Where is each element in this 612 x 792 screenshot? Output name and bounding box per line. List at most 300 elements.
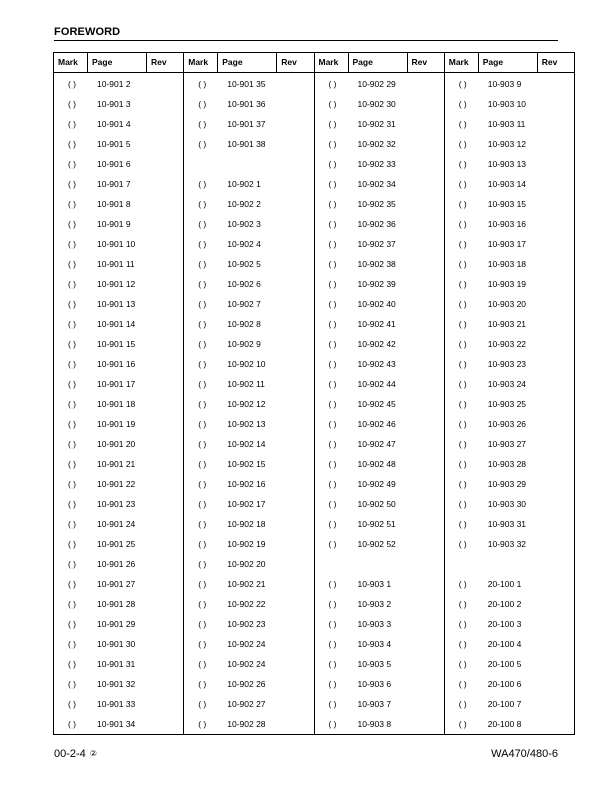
table-row	[445, 514, 574, 534]
table-row	[184, 274, 313, 294]
table-row	[54, 274, 183, 294]
page-cell: 10-902 4	[227, 239, 261, 249]
mark-cell: ( )	[328, 639, 337, 649]
mark-cell: ( )	[67, 359, 77, 369]
mark-cell: ( )	[328, 199, 337, 209]
mark-cell: ( )	[67, 419, 77, 429]
table-row	[54, 414, 183, 434]
page-cell: 10-902 19	[227, 539, 266, 549]
table-row	[54, 654, 183, 674]
mark-cell: ( )	[458, 519, 467, 529]
rev-header: Rev	[541, 57, 558, 67]
page-cell: 10-902 3	[227, 219, 261, 229]
mark-cell: ( )	[198, 439, 207, 449]
mark-cell: ( )	[67, 579, 77, 589]
mark-cell: ( )	[67, 279, 77, 289]
table-row	[184, 374, 313, 394]
page-cell: 10-902 6	[227, 279, 261, 289]
mark-cell: ( )	[458, 79, 467, 89]
table-row	[315, 394, 444, 414]
page-cell: 10-902 23	[227, 619, 266, 629]
page-cell: 20-100 3	[487, 619, 522, 629]
mark-cell: ( )	[198, 359, 207, 369]
table-row	[315, 134, 444, 154]
mark-cell: ( )	[198, 119, 207, 129]
mark-cell: ( )	[458, 419, 467, 429]
mark-cell: ( )	[328, 699, 337, 709]
table-row	[54, 454, 183, 474]
page-cell: 10-901 27	[97, 579, 136, 589]
mark-cell: ( )	[328, 359, 337, 369]
table-row	[184, 294, 313, 314]
table-column-4	[445, 53, 574, 734]
page-cell: 10-901 23	[97, 499, 136, 509]
page-cell: 10-902 44	[357, 379, 396, 389]
mark-cell: ( )	[458, 179, 467, 189]
footer-model: WA470/480-6	[491, 748, 558, 760]
revision-mark: ②	[89, 749, 97, 758]
mark-cell: ( )	[198, 219, 207, 229]
table-row	[445, 574, 574, 594]
table-row	[54, 114, 183, 134]
table-row	[184, 514, 313, 534]
page-cell: 10-902 1	[227, 179, 261, 189]
mark-cell: ( )	[198, 199, 207, 209]
mark-cell: ( )	[458, 579, 467, 589]
table-row	[445, 394, 574, 414]
table-row	[184, 414, 313, 434]
table-row	[184, 74, 313, 94]
page-cell: 10-902 20	[227, 559, 266, 569]
mark-cell: ( )	[458, 159, 467, 169]
page-title: FOREWORD	[54, 26, 121, 38]
page-cell: 10-901 18	[97, 399, 136, 409]
table-row	[54, 634, 183, 654]
page-cell: 10-902 45	[357, 399, 396, 409]
mark-header: Mark	[184, 53, 218, 72]
page-cell: 10-903 13	[487, 159, 527, 169]
page-cell: 10-901 19	[97, 419, 136, 429]
rev-header: Rev	[151, 57, 167, 67]
table-row	[184, 474, 313, 494]
page-cell: 10-903 26	[487, 419, 527, 429]
mark-cell: ( )	[67, 159, 77, 169]
table-row	[54, 194, 183, 214]
page-cell: 10-902 12	[227, 399, 266, 409]
table-row	[54, 74, 183, 94]
table-row	[54, 474, 183, 494]
table-row	[315, 234, 444, 254]
page-number: 00-2-4	[54, 748, 86, 760]
mark-cell: ( )	[67, 99, 77, 109]
mark-cell: ( )	[328, 499, 337, 509]
table-row	[445, 74, 574, 94]
mark-cell: ( )	[458, 119, 467, 129]
page-cell: 20-100 5	[487, 659, 522, 669]
mark-cell: ( )	[67, 699, 77, 709]
mark-cell: ( )	[458, 219, 467, 229]
table-row	[54, 214, 183, 234]
table-row	[184, 454, 313, 474]
mark-cell: ( )	[67, 399, 77, 409]
mark-cell: ( )	[458, 639, 467, 649]
page-cell: 10-902 42	[357, 339, 396, 349]
mark-cell: ( )	[198, 579, 207, 589]
page-cell: 10-903 32	[487, 539, 527, 549]
table-row	[315, 434, 444, 454]
mark-cell: ( )	[198, 239, 207, 249]
table-row	[315, 634, 444, 654]
page-cell: 10-903 9	[487, 79, 522, 89]
table-row	[445, 434, 574, 454]
mark-cell: ( )	[458, 199, 467, 209]
mark-cell: ( )	[198, 459, 207, 469]
table-row	[315, 694, 444, 714]
table-row	[184, 534, 313, 554]
table-row	[445, 494, 574, 514]
page-cell: 10-903 22	[487, 339, 527, 349]
table-row	[445, 274, 574, 294]
page-cell: 10-902 22	[227, 599, 266, 609]
page-cell: 10-902 50	[357, 499, 396, 509]
mark-cell: ( )	[67, 539, 77, 549]
rev-header: Rev	[281, 57, 297, 67]
table-row	[184, 194, 313, 214]
mark-cell: ( )	[328, 139, 337, 149]
table-row	[445, 414, 574, 434]
mark-cell: ( )	[328, 119, 337, 129]
table-row	[54, 314, 183, 334]
mark-cell: ( )	[328, 259, 337, 269]
page-cell: 10-903 25	[487, 399, 527, 409]
page-cell: 20-100 4	[487, 639, 522, 649]
page-cell: 10-902 15	[227, 459, 266, 469]
page-cell: 10-903 16	[487, 219, 527, 229]
mark-cell: ( )	[458, 439, 467, 449]
table-row	[184, 394, 313, 414]
table-row	[445, 154, 574, 174]
page-cell: 10-902 41	[357, 319, 396, 329]
page-cell: 10-903 2	[357, 599, 392, 609]
mark-cell: ( )	[67, 719, 77, 729]
mark-cell: ( )	[458, 239, 467, 249]
page-cell: 10-901 11	[97, 259, 135, 269]
table-row	[184, 314, 313, 334]
mark-cell: ( )	[458, 539, 467, 549]
table-row	[184, 134, 313, 154]
mark-cell: ( )	[198, 319, 207, 329]
table-row	[445, 694, 574, 714]
page-cell: 10-901 22	[97, 479, 136, 489]
page-cell: 10-903 17	[487, 239, 527, 249]
mark-cell: ( )	[198, 699, 207, 709]
mark-cell: ( )	[328, 579, 337, 589]
mark-cell: ( )	[198, 139, 207, 149]
table-row	[315, 174, 444, 194]
page-cell: 10-903 4	[357, 639, 392, 649]
page-cell: 20-100 8	[487, 719, 522, 729]
page-cell: 10-902 34	[357, 179, 396, 189]
page-cell: 10-901 9	[97, 219, 131, 229]
mark-cell: ( )	[67, 179, 77, 189]
mark-cell: ( )	[198, 299, 207, 309]
table-row	[315, 354, 444, 374]
mark-cell: ( )	[328, 459, 337, 469]
table-row	[315, 514, 444, 534]
footer-page-number	[54, 748, 97, 760]
table-row	[315, 314, 444, 334]
page-cell: 10-903 18	[487, 259, 527, 269]
page-cell: 10-903 11	[487, 119, 526, 129]
header-divider	[54, 40, 558, 41]
table-row	[445, 174, 574, 194]
mark-cell: ( )	[328, 439, 337, 449]
mark-cell: ( )	[328, 599, 337, 609]
table-row	[315, 374, 444, 394]
page-cell: 10-901 14	[97, 319, 136, 329]
page-cell: 10-903 8	[357, 719, 392, 729]
page-cell: 10-902 17	[227, 499, 266, 509]
table-row	[445, 634, 574, 654]
mark-cell: ( )	[458, 599, 467, 609]
table-row	[184, 494, 313, 514]
table-row	[184, 214, 313, 234]
mark-cell: ( )	[198, 279, 207, 289]
page-cell: 10-903 12	[487, 139, 527, 149]
page-cell: 10-902 28	[227, 719, 266, 729]
mark-cell: ( )	[67, 119, 77, 129]
mark-cell: ( )	[328, 679, 337, 689]
table-row	[184, 694, 313, 714]
page-cell: 10-901 31	[97, 659, 136, 669]
page-cell: 10-902 40	[357, 299, 396, 309]
mark-cell: ( )	[328, 419, 337, 429]
page-cell: 10-901 2	[97, 79, 131, 89]
table-row	[184, 174, 313, 194]
mark-cell: ( )	[328, 79, 337, 89]
page-cell: 10-901 7	[97, 179, 131, 189]
table-row	[54, 694, 183, 714]
page-cell: 10-902 39	[357, 279, 396, 289]
page-cell: 10-902 27	[227, 699, 266, 709]
mark-cell: ( )	[67, 679, 77, 689]
table-column-1	[54, 53, 184, 734]
table-row	[184, 574, 313, 594]
table-row	[445, 254, 574, 274]
page-cell: 10-902 30	[357, 99, 396, 109]
page-cell: 10-903 31	[487, 519, 527, 529]
page-cell: 10-902 51	[357, 519, 396, 529]
page-cell: 10-902 7	[227, 299, 261, 309]
table-row	[184, 234, 313, 254]
page-cell: 10-902 47	[357, 439, 396, 449]
page-cell: 10-901 37	[227, 119, 266, 129]
column-header	[315, 53, 444, 73]
table-row	[315, 494, 444, 514]
table-row	[445, 714, 574, 734]
page-cell: 10-903 20	[487, 299, 527, 309]
mark-cell: ( )	[458, 299, 467, 309]
table-row	[54, 514, 183, 534]
page-cell: 10-901 8	[97, 199, 131, 209]
table-row	[315, 614, 444, 634]
page-cell: 10-902 35	[357, 199, 396, 209]
mark-cell: ( )	[198, 259, 207, 269]
mark-cell: ( )	[198, 499, 207, 509]
mark-cell: ( )	[458, 139, 467, 149]
mark-cell: ( )	[458, 719, 467, 729]
page-cell: 10-902 24	[227, 639, 266, 649]
table-row	[54, 614, 183, 634]
mark-cell: ( )	[328, 399, 337, 409]
mark-cell: ( )	[458, 399, 467, 409]
page-cell: 10-903 24	[487, 379, 527, 389]
table-row	[54, 94, 183, 114]
mark-cell: ( )	[198, 679, 207, 689]
page-cell: 10-902 9	[227, 339, 261, 349]
table-row	[445, 334, 574, 354]
page-cell: 10-903 5	[357, 659, 392, 669]
table-row	[315, 594, 444, 614]
mark-cell: ( )	[67, 439, 77, 449]
table-row	[445, 594, 574, 614]
page-cell: 10-902 49	[357, 479, 396, 489]
table-row	[184, 554, 313, 574]
page-cell: 10-903 6	[357, 679, 392, 689]
mark-cell: ( )	[67, 479, 77, 489]
page-cell: 10-901 35	[227, 79, 266, 89]
page-cell: 10-901 15	[97, 339, 136, 349]
mark-cell: ( )	[67, 319, 77, 329]
mark-cell: ( )	[198, 99, 207, 109]
column-header	[54, 53, 183, 73]
table-row	[184, 254, 313, 274]
page-cell: 10-903 23	[487, 359, 527, 369]
table-row	[315, 554, 444, 574]
table-row	[184, 354, 313, 374]
mark-cell: ( )	[67, 259, 77, 269]
mark-cell: ( )	[67, 219, 77, 229]
table-row	[315, 334, 444, 354]
table-row	[184, 94, 313, 114]
page-cell: 10-902 13	[227, 419, 266, 429]
mark-cell: ( )	[198, 639, 207, 649]
page-cell: 10-902 24	[227, 659, 266, 669]
page-cell: 10-903 19	[487, 279, 527, 289]
mark-cell: ( )	[328, 379, 337, 389]
mark-cell: ( )	[198, 419, 207, 429]
page-cell: 10-902 21	[227, 579, 266, 589]
page-cell: 10-902 26	[227, 679, 266, 689]
mark-cell: ( )	[458, 279, 467, 289]
mark-cell: ( )	[458, 479, 467, 489]
mark-cell: ( )	[198, 519, 207, 529]
table-row	[54, 154, 183, 174]
page-cell: 10-901 3	[97, 99, 131, 109]
page-cell: 10-902 48	[357, 459, 396, 469]
table-row	[54, 714, 183, 734]
page-cell: 10-901 33	[97, 699, 136, 709]
page-cell: 10-903 28	[487, 459, 527, 469]
page-cell: 20-100 2	[487, 599, 522, 609]
page-cell: 10-901 25	[97, 539, 136, 549]
mark-cell: ( )	[328, 239, 337, 249]
table-row	[54, 134, 183, 154]
table-row	[315, 414, 444, 434]
mark-cell: ( )	[328, 719, 337, 729]
page-cell: 10-903 15	[487, 199, 527, 209]
table-row	[315, 294, 444, 314]
column-header	[184, 53, 313, 73]
table-row	[445, 194, 574, 214]
mark-cell: ( )	[328, 159, 337, 169]
page-cell: 10-902 38	[357, 259, 396, 269]
mark-cell: ( )	[458, 259, 467, 269]
table-row	[315, 194, 444, 214]
table-row	[54, 254, 183, 274]
page-cell: 10-901 5	[97, 139, 131, 149]
mark-cell: ( )	[67, 239, 77, 249]
page-cell: 10-902 29	[357, 79, 396, 89]
table-row	[315, 94, 444, 114]
page-cell: 10-901 12	[97, 279, 136, 289]
page-cell: 10-901 38	[227, 139, 266, 149]
page-cell: 10-903 14	[487, 179, 527, 189]
page-cell: 10-902 10	[227, 359, 266, 369]
mark-cell: ( )	[458, 679, 467, 689]
table-row	[315, 454, 444, 474]
page-cell: 10-902 11	[227, 379, 265, 389]
mark-cell: ( )	[67, 459, 77, 469]
table-row	[54, 534, 183, 554]
page-cell: 10-901 16	[97, 359, 136, 369]
mark-cell: ( )	[67, 79, 77, 89]
mark-cell: ( )	[458, 339, 467, 349]
mark-cell: ( )	[67, 199, 77, 209]
page-cell: 10-902 14	[227, 439, 266, 449]
table-row	[54, 554, 183, 574]
page-cell: 20-100 6	[487, 679, 522, 689]
page-cell: 10-901 30	[97, 639, 136, 649]
mark-cell: ( )	[198, 179, 207, 189]
mark-cell: ( )	[67, 659, 77, 669]
mark-cell: ( )	[328, 179, 337, 189]
page-cell: 10-901 29	[97, 619, 136, 629]
mark-cell: ( )	[198, 599, 207, 609]
table-row	[315, 214, 444, 234]
column-header	[445, 53, 574, 73]
page-cell: 10-901 20	[97, 439, 136, 449]
page-cell: 10-903 27	[487, 439, 527, 449]
mark-cell: ( )	[67, 379, 77, 389]
mark-cell: ( )	[328, 619, 337, 629]
page-cell: 10-901 36	[227, 99, 266, 109]
rev-header: Rev	[411, 57, 428, 67]
mark-cell: ( )	[198, 659, 207, 669]
table-row	[54, 594, 183, 614]
page-cell: 20-100 7	[487, 699, 522, 709]
mark-cell: ( )	[198, 479, 207, 489]
page-header: Page	[349, 53, 408, 72]
mark-cell: ( )	[458, 359, 467, 369]
page-cell: 10-902 8	[227, 319, 261, 329]
page-cell: 10-902 18	[227, 519, 266, 529]
mark-cell: ( )	[67, 639, 77, 649]
mark-cell: ( )	[458, 459, 467, 469]
table-row	[445, 654, 574, 674]
table-row	[184, 434, 313, 454]
table-row	[54, 234, 183, 254]
